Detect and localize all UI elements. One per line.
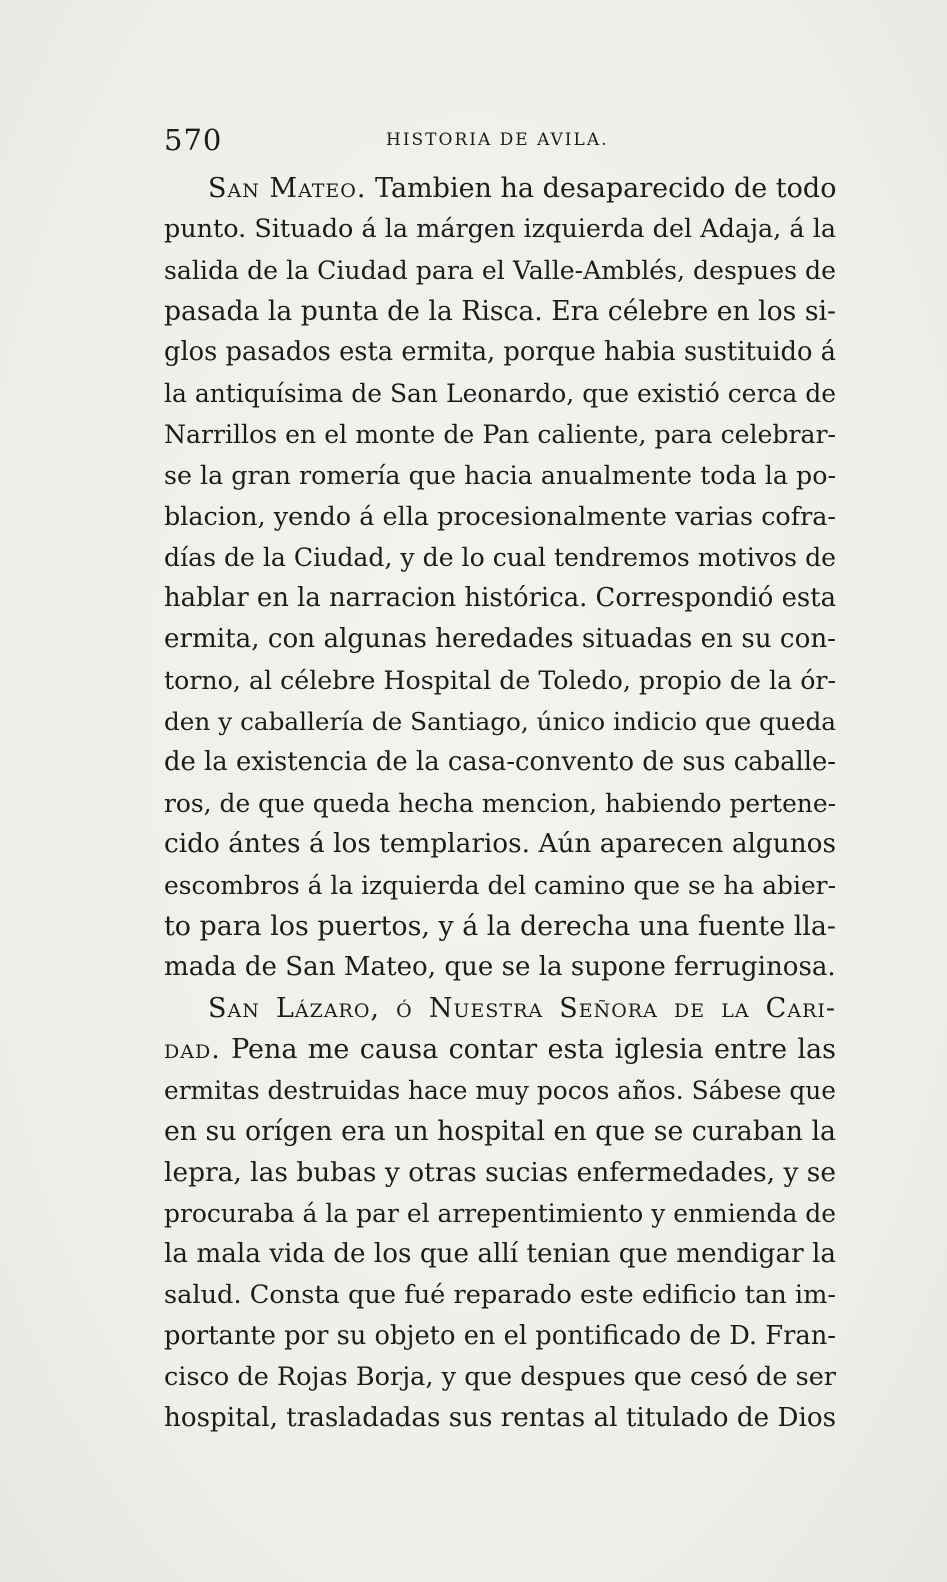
text-line: pasada la punta de la Risca. Era célebre en los si-	[164, 296, 836, 327]
text-line: glos pasados esta ermita, porque habia sustituido á	[164, 337, 836, 367]
text-line: mada de San Mateo, que se la supone ferruginosa.	[164, 952, 836, 982]
text-line: cisco de Rojas Borja, y que despues que cesó de ser	[164, 1362, 836, 1392]
text-line: ros, de que queda hecha mencion, habiendo pertene-	[164, 789, 836, 818]
text-line: días de la Ciudad, y de lo cual tendremos motivos de	[164, 543, 836, 572]
text-line: lepra, las bubas y otras sucias enfermedades, y se	[164, 1157, 836, 1188]
text-line: punto. Situado á la márgen izquierda del Adaja, á la	[164, 214, 836, 244]
text-line: salida de la Ciudad para el Valle-Amblés, despues de	[164, 256, 836, 285]
text-line: den y caballería de Santiago, único indicio que queda	[164, 707, 836, 736]
text-line: salud. Consta que fué reparado este edificio tan im-	[164, 1280, 836, 1310]
text-line: la mala vida de los que allí tenian que mendigar la	[164, 1239, 836, 1269]
text-line: Narrillos en el monte de Pan caliente, para celebrar-	[164, 420, 836, 449]
text-line: se la gran romería que hacia anualmente toda la po-	[164, 461, 836, 490]
section-heading-san-lazaro: San Lázaro, ó Nuestra Señora de la Cari-	[208, 993, 836, 1024]
text-line: en su orígen era un hospital en que se curaban la	[164, 1116, 836, 1147]
text-line: San Mateo. Tambien ha desaparecido de todo	[208, 173, 837, 204]
page-number: 570	[164, 123, 223, 157]
text-line: portante por su objeto en el pontificado de D. Fran-	[164, 1321, 836, 1351]
text-line: hablar en la narracion histórica. Correspondió esta	[164, 583, 836, 613]
text-line: cido ántes á los templarios. Aún aparecen algunos	[164, 829, 836, 859]
section-heading-continuation: dad.	[164, 1034, 221, 1065]
text-line: ermitas destruidas hace muy pocos años. Sábese que	[164, 1076, 836, 1105]
text-line: hospital, trasladadas sus rentas al titulado de Dios	[164, 1403, 836, 1433]
text-line	[164, 988, 836, 1029]
text-line: ermita, con algunas heredades situadas en su con-	[164, 624, 836, 654]
text-line: de la existencia de la casa-convento de sus caballe-	[164, 747, 836, 777]
body-text	[164, 168, 836, 1439]
section-heading-san-mateo: San Mateo.	[208, 173, 367, 204]
running-title: HISTORIA DE AVILA.	[386, 130, 609, 150]
text-line: escombros á la izquierda del camino que se ha abier-	[164, 871, 836, 900]
text-line: procuraba á la par el arrepentimiento y enmienda de	[164, 1199, 836, 1228]
text-line: torno, al célebre Hospital de Toledo, propio de la ór-	[164, 666, 836, 695]
text-line: to para los puertos, y á la derecha una fuente lla-	[164, 911, 836, 942]
text-line: dad. Pena me causa contar esta iglesia entre las	[164, 1034, 836, 1065]
text-line: blacion, yendo á ella procesionalmente varias cofra-	[164, 501, 836, 531]
text-line: la antiquísima de San Leonardo, que existió cerca de	[164, 379, 836, 408]
page-header	[164, 122, 836, 158]
